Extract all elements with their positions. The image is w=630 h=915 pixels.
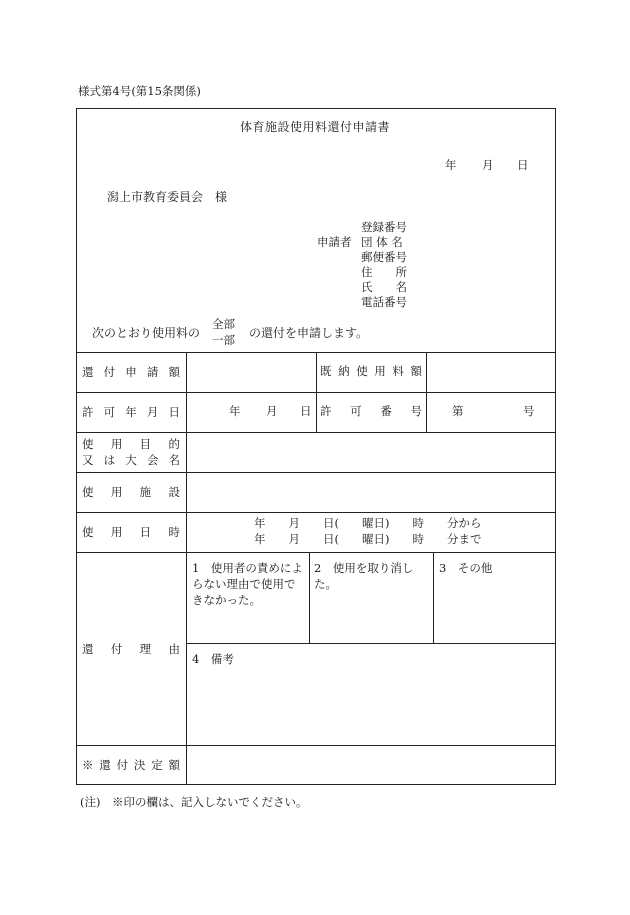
form-title: 体育施設使用料還付申請書 [239,120,390,134]
label-datetime: 使用日時 [82,525,180,539]
label-refund-amount: 還付申請額 [82,365,180,379]
divider [309,552,310,643]
purpose-field[interactable] [188,434,554,470]
decision-amount-field[interactable] [188,747,554,783]
label-facility: 使用施設 [82,485,180,499]
reason-remarks[interactable]: 4 備考 [192,652,234,666]
divider [316,352,317,432]
label-reason: 還付理由 [82,641,180,656]
applicant-postal-code: 郵便番号 [361,250,407,264]
footnote: (注) ※印の欄は、記入しないでください。 [80,795,308,809]
request-suffix: の還付を申請します。 [249,326,369,340]
applicant-group-name: 団 体 名 [361,235,403,249]
applicant-name: 氏 名 [361,280,407,294]
choice-part[interactable]: 一部 [212,333,235,347]
permit-number-suffix: 号 [523,404,535,418]
paid-fee-field[interactable] [428,354,554,390]
reason-option-2[interactable]: 2 使用を取り消した。 [314,561,414,591]
date-day-label: 日 [517,158,529,172]
datetime-from: 年 月 日( 曜日) 時 分から [254,516,482,530]
reason-option-3[interactable]: 3 その他 [439,561,493,575]
label-decision-amount: ※還付決定額 [82,758,180,772]
date-month-label: 月 [482,158,494,172]
applicant-address: 住 所 [361,265,407,279]
applicant-phone: 電話番号 [361,295,407,309]
datetime-to: 年 月 日( 曜日) 時 分まで [254,532,482,546]
label-permit-number: 許可番号 [320,404,422,418]
reason-option-1[interactable]: 1 使用者の責めによらない理由で使用できなかった。 [192,561,303,607]
recipient: 潟上市教育委員会 様 [107,190,228,204]
label-purpose: 使用目的 又は大会名 [82,437,180,467]
refund-amount-field[interactable] [188,354,314,390]
divider [186,352,187,785]
permit-day-label: 日 [300,404,312,418]
applicant-registration-number: 登録番号 [361,220,407,234]
divider [433,552,434,643]
request-prefix: 次のとおり使用料の [92,326,201,340]
permit-number-prefix: 第 [452,404,464,418]
permit-year-label: 年 [229,404,241,418]
form-number-label: 様式第4号(第15条関係) [78,84,201,98]
divider [426,352,427,432]
choice-all[interactable]: 全部 [212,317,235,331]
applicant-label: 申請者 [317,235,352,249]
label-permit-date: 許可年月日 [82,405,180,419]
facility-field[interactable] [188,474,554,510]
permit-month-label: 月 [266,404,278,418]
date-year-label: 年 [445,158,457,172]
divider [186,643,556,644]
label-paid-fee: 既納使用料額 [320,364,422,378]
